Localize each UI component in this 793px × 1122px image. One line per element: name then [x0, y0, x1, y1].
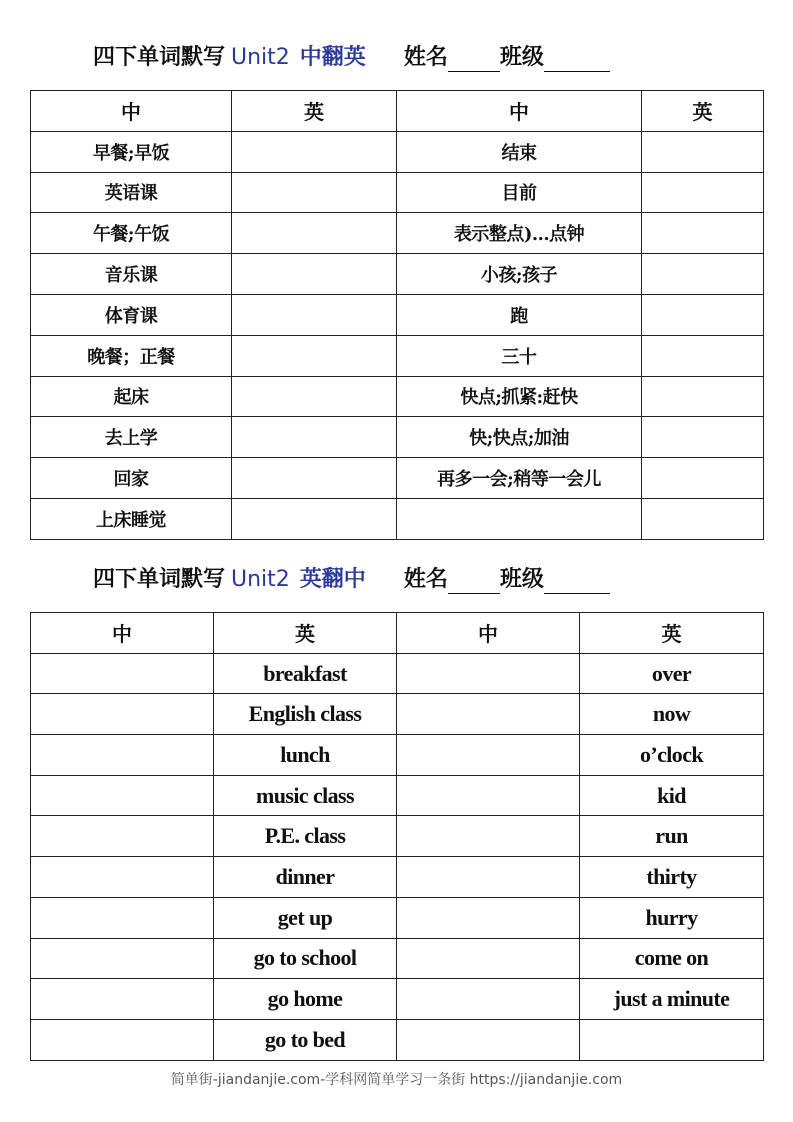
answer-cell-cn[interactable]	[397, 498, 642, 539]
table-header-row	[31, 613, 764, 654]
class-blank[interactable]	[544, 567, 610, 594]
name-blank[interactable]	[448, 45, 500, 72]
answer-cell-en[interactable]	[232, 335, 397, 376]
word-cell-cn: 起床	[31, 376, 232, 417]
word-cell-cn: 小孩;孩子	[397, 254, 642, 295]
answer-cell-en[interactable]	[642, 294, 764, 335]
table-row	[31, 254, 764, 295]
title-prefix: 四下单词默写	[93, 45, 226, 70]
header-en: 英	[642, 91, 764, 132]
word-cell-en: breakfast	[214, 653, 397, 694]
answer-cell-cn[interactable]	[397, 897, 580, 938]
answer-cell-en[interactable]	[642, 417, 764, 458]
name-blank[interactable]	[448, 567, 500, 594]
word-cell-en: come on	[580, 938, 764, 979]
word-cell-en: P.E. class	[214, 816, 397, 857]
word-cell-en: get up	[214, 897, 397, 938]
answer-cell-cn[interactable]	[31, 735, 214, 776]
answer-cell-cn[interactable]	[31, 694, 214, 735]
answer-cell-cn[interactable]	[31, 1019, 214, 1060]
word-cell-cn: 上床睡觉	[31, 498, 232, 539]
table-row	[31, 897, 764, 938]
answer-cell-en[interactable]	[232, 376, 397, 417]
word-cell-cn: 结束	[397, 131, 642, 172]
word-cell-en: thirty	[580, 857, 764, 898]
word-cell-en: dinner	[214, 857, 397, 898]
answer-cell-cn[interactable]	[31, 775, 214, 816]
unit-label: Unit2	[231, 567, 290, 592]
answer-cell-cn[interactable]	[31, 979, 214, 1020]
answer-cell-cn[interactable]	[397, 653, 580, 694]
answer-cell-cn[interactable]	[397, 694, 580, 735]
section1-title	[93, 40, 610, 76]
table-row	[31, 458, 764, 499]
class-label: 班级	[499, 567, 544, 592]
answer-cell-cn[interactable]	[397, 979, 580, 1020]
answer-cell-en[interactable]	[642, 254, 764, 295]
word-cell-en: now	[580, 694, 764, 735]
header-cn: 中	[31, 613, 214, 654]
table-row	[31, 694, 764, 735]
word-cell-cn: 跑	[397, 294, 642, 335]
table-row	[31, 816, 764, 857]
table-row	[31, 735, 764, 776]
answer-cell-en[interactable]	[232, 294, 397, 335]
header-cn: 中	[31, 91, 232, 132]
table-row	[31, 498, 764, 539]
word-cell-en: music class	[214, 775, 397, 816]
cn-to-en-table	[30, 90, 764, 540]
word-cell-en: go home	[214, 979, 397, 1020]
word-cell-en: English class	[214, 694, 397, 735]
word-cell-cn: 晚餐；正餐	[31, 335, 232, 376]
table-row	[31, 417, 764, 458]
answer-cell-en[interactable]	[232, 417, 397, 458]
table-row	[31, 294, 764, 335]
word-cell-en: lunch	[214, 735, 397, 776]
table-row	[31, 775, 764, 816]
header-cn: 中	[397, 91, 642, 132]
word-cell-cn: 午餐;午饭	[31, 213, 232, 254]
answer-cell-en[interactable]	[642, 376, 764, 417]
word-cell-en: just a minute	[580, 979, 764, 1020]
name-label: 姓名	[403, 45, 448, 70]
word-cell-en: kid	[580, 775, 764, 816]
answer-cell-cn[interactable]	[397, 775, 580, 816]
header-cn: 中	[397, 613, 580, 654]
table-row	[31, 131, 764, 172]
answer-cell-en[interactable]	[232, 213, 397, 254]
unit-label: Unit2	[231, 45, 290, 70]
word-cell-cn: 快;快点;加油	[397, 417, 642, 458]
table-row	[31, 376, 764, 417]
answer-cell-en[interactable]	[232, 172, 397, 213]
word-cell-cn: 去上学	[31, 417, 232, 458]
answer-cell-cn[interactable]	[397, 816, 580, 857]
direction-label: 中翻英	[299, 45, 366, 70]
word-cell-en: run	[580, 816, 764, 857]
table-row	[31, 653, 764, 694]
direction-label: 英翻中	[299, 567, 366, 592]
answer-cell-cn[interactable]	[31, 653, 214, 694]
word-cell-cn: 音乐课	[31, 254, 232, 295]
header-en: 英	[232, 91, 397, 132]
answer-cell-en[interactable]	[642, 213, 764, 254]
word-cell-en: hurry	[580, 897, 764, 938]
answer-cell-en[interactable]	[232, 498, 397, 539]
answer-cell-cn[interactable]	[31, 857, 214, 898]
answer-cell-en[interactable]	[642, 131, 764, 172]
word-cell-cn: 英语课	[31, 172, 232, 213]
answer-cell-en[interactable]	[642, 172, 764, 213]
header-en: 英	[214, 613, 397, 654]
table-row	[31, 172, 764, 213]
table-row	[31, 213, 764, 254]
answer-cell-en[interactable]	[232, 254, 397, 295]
answer-cell-cn[interactable]	[397, 1019, 580, 1060]
en-to-cn-table	[30, 612, 764, 1061]
class-blank[interactable]	[544, 45, 610, 72]
word-cell-en: go to bed	[214, 1019, 397, 1060]
word-cell-cn: 目前	[397, 172, 642, 213]
answer-cell-en[interactable]	[232, 458, 397, 499]
table-row	[31, 938, 764, 979]
footer-watermark: 简单街-jiandanjie.com-学科网简单学习一条街 https://jiandanjie.com	[170, 1072, 623, 1088]
header-en: 英	[580, 613, 764, 654]
name-label: 姓名	[403, 567, 448, 592]
class-label: 班级	[499, 45, 544, 70]
word-cell-cn: 三十	[397, 335, 642, 376]
answer-cell-en[interactable]	[642, 335, 764, 376]
answer-cell-en[interactable]	[642, 458, 764, 499]
table-row	[31, 979, 764, 1020]
table-row	[31, 857, 764, 898]
word-cell-cn: 早餐;早饭	[31, 131, 232, 172]
answer-cell-en[interactable]	[642, 498, 764, 539]
answer-cell-cn[interactable]	[397, 938, 580, 979]
word-cell-cn: 快点;抓紧:赶快	[397, 376, 642, 417]
word-cell-en: over	[580, 653, 764, 694]
word-cell-cn: 体育课	[31, 294, 232, 335]
word-cell-cn: 再多一会;稍等一会儿	[397, 458, 642, 499]
section2-title	[93, 562, 610, 598]
answer-cell-cn[interactable]	[31, 897, 214, 938]
answer-cell-cn[interactable]	[397, 735, 580, 776]
answer-cell-cn[interactable]	[31, 816, 214, 857]
word-cell-cn: 表示整点)...点钟	[397, 213, 642, 254]
answer-cell-cn[interactable]	[397, 857, 580, 898]
table-row	[31, 335, 764, 376]
answer-cell-cn[interactable]	[31, 938, 214, 979]
table-row	[31, 1019, 764, 1060]
answer-cell-en[interactable]	[580, 1019, 764, 1060]
word-cell-cn: 回家	[31, 458, 232, 499]
answer-cell-en[interactable]	[232, 131, 397, 172]
title-prefix: 四下单词默写	[93, 567, 226, 592]
word-cell-en: o’clock	[580, 735, 764, 776]
table-header-row	[31, 91, 764, 132]
word-cell-en: go to school	[214, 938, 397, 979]
